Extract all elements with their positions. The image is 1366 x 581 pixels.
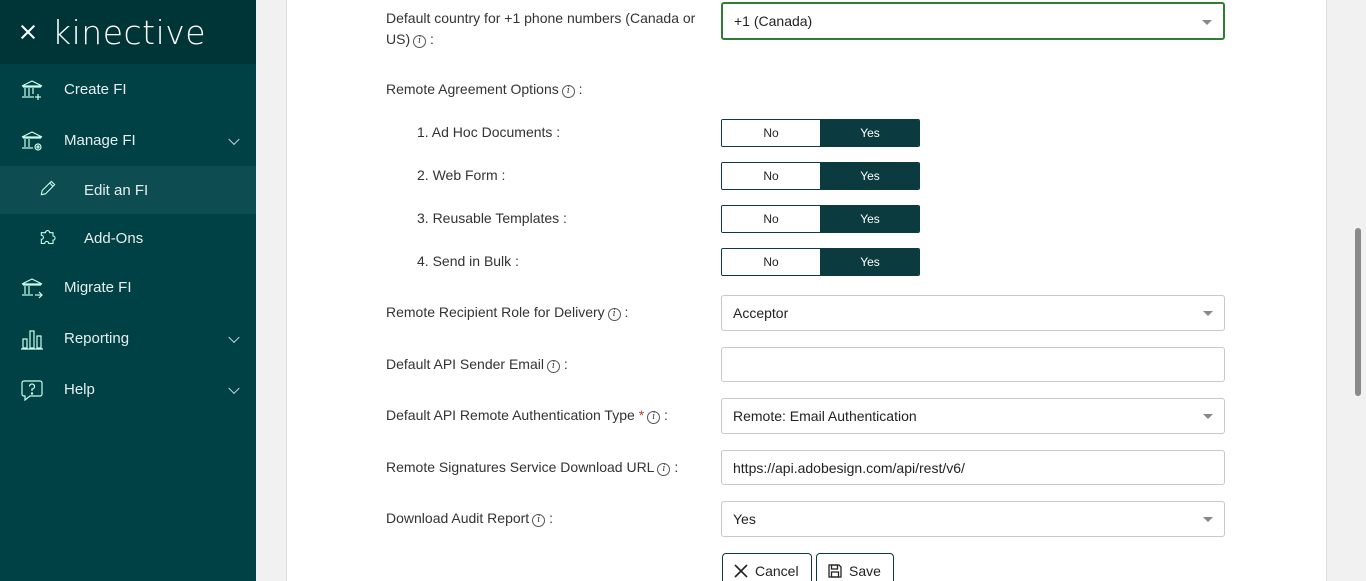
recipient-role-select[interactable]: Acceptor (721, 295, 1225, 331)
option-label: 2. Web Form : (417, 167, 506, 183)
sidebar-item-label: Create FI (64, 81, 127, 98)
reusable-templates-toggle[interactable] (721, 205, 920, 233)
sidebar-item-label: Edit an FI (84, 181, 149, 199)
bar-chart-icon (20, 327, 44, 351)
info-icon[interactable]: i (547, 360, 560, 373)
chevron-down-icon (228, 382, 239, 393)
country-select[interactable]: +1 (Canada) (721, 2, 1225, 40)
sidebar-item-help[interactable] (0, 364, 256, 415)
close-icon (733, 563, 749, 579)
save-button[interactable]: Save (816, 553, 894, 581)
info-icon[interactable]: i (647, 411, 660, 424)
sidebar-item-label: Reporting (64, 330, 130, 347)
sidebar-item-label: Manage FI (64, 132, 136, 149)
audit-report-label: Download Audit Report i : (386, 510, 553, 526)
puzzle-icon (38, 226, 62, 250)
info-icon[interactable]: i (608, 308, 621, 321)
sidebar-item-create-fi[interactable] (0, 64, 256, 115)
toggle-no[interactable]: No (722, 120, 821, 146)
option-label: 3. Reusable Templates : (417, 210, 567, 226)
toggle-no[interactable]: No (722, 163, 821, 189)
info-icon[interactable]: i (657, 463, 670, 476)
download-url-label: Remote Signatures Service Download URL i : (386, 459, 679, 475)
country-label: Default country for +1 phone numbers (Canada or US) i : (386, 10, 696, 47)
logo: kinective (52, 12, 207, 52)
auth-type-select[interactable]: Remote: Email Authentication (721, 398, 1225, 434)
pencil-icon (38, 178, 62, 202)
scrollbar-thumb[interactable] (1355, 228, 1361, 396)
sidebar-item-add-ons[interactable] (0, 214, 256, 262)
chevron-down-icon (228, 133, 239, 144)
info-icon[interactable]: i (532, 514, 545, 527)
required-marker: * (638, 407, 645, 423)
bank-migrate-icon (20, 276, 44, 300)
help-bubble-icon (20, 378, 44, 402)
auth-type-label: Default API Remote Authentication Type * i : (386, 407, 668, 423)
sidebar-item-edit-fi[interactable] (0, 166, 256, 214)
chevron-down-icon (1202, 20, 1212, 25)
sidebar (0, 0, 256, 581)
sidebar-item-migrate-fi[interactable] (0, 262, 256, 313)
download-url-input[interactable]: https://api.adobesign.com/api/rest/v6/ (721, 450, 1225, 485)
toggle-no[interactable]: No (722, 206, 821, 232)
save-icon (827, 563, 843, 579)
sidebar-item-label: Help (64, 381, 95, 398)
remote-options-label: Remote Agreement Options i : (386, 81, 583, 97)
brand-bar (0, 0, 256, 64)
bank-settings-icon (20, 129, 44, 153)
bank-add-icon (20, 78, 44, 102)
info-icon[interactable]: i (413, 35, 426, 48)
close-icon[interactable] (20, 24, 36, 40)
toggle-no[interactable]: No (722, 249, 821, 275)
toggle-yes[interactable]: Yes (821, 206, 919, 232)
sidebar-item-manage-fi[interactable] (0, 115, 256, 166)
chevron-down-icon (1203, 517, 1213, 522)
send-in-bulk-toggle[interactable] (721, 248, 920, 276)
toggle-yes[interactable]: Yes (821, 163, 919, 189)
info-icon[interactable]: i (562, 85, 575, 98)
toggle-yes[interactable]: Yes (821, 120, 919, 146)
cancel-button[interactable]: Cancel (722, 553, 812, 581)
chevron-down-icon (1203, 414, 1213, 419)
sender-email-input[interactable] (721, 347, 1225, 382)
chevron-down-icon (228, 331, 239, 342)
recipient-role-label: Remote Recipient Role for Delivery i : (386, 304, 629, 320)
ad-hoc-toggle[interactable] (721, 119, 920, 147)
sidebar-item-reporting[interactable] (0, 313, 256, 364)
web-form-toggle[interactable] (721, 162, 920, 190)
sidebar-item-label: Add-Ons (84, 229, 144, 247)
option-label: 1. Ad Hoc Documents : (417, 124, 561, 140)
sender-email-label: Default API Sender Email i : (386, 356, 568, 372)
scrollbar[interactable] (1350, 0, 1366, 581)
sidebar-item-label: Migrate FI (64, 279, 132, 296)
toggle-yes[interactable]: Yes (821, 249, 919, 275)
audit-report-select[interactable]: Yes (721, 501, 1225, 537)
option-label: 4. Send in Bulk : (417, 253, 519, 269)
chevron-down-icon (1203, 311, 1213, 316)
